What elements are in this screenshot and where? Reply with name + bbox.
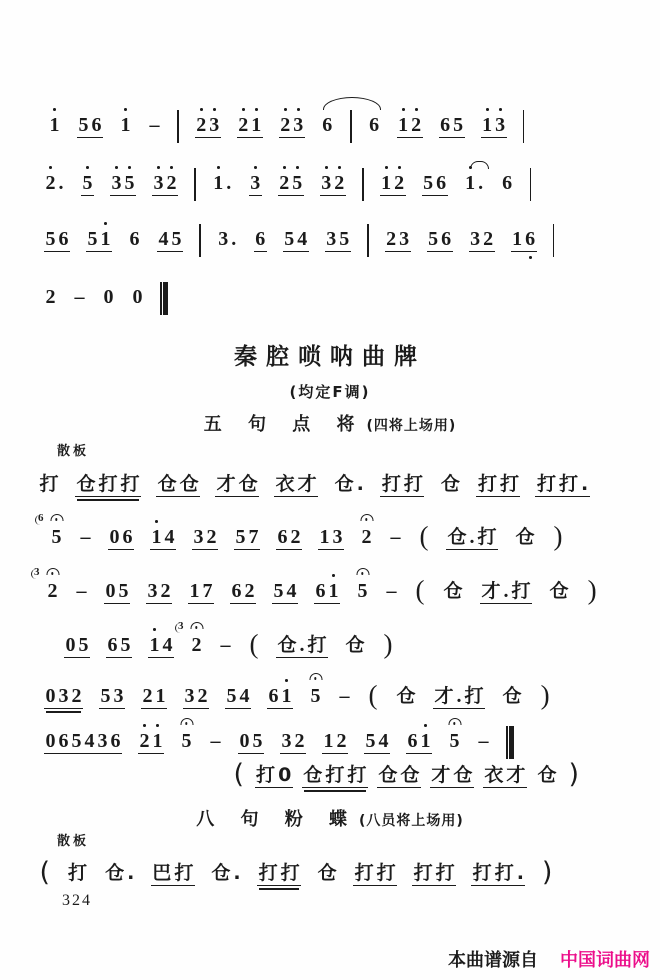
note-group: 2 1 — [142, 685, 166, 707]
note-group: 仓 — [396, 685, 416, 707]
section-title-1 — [0, 410, 660, 436]
note-group: 打 打 . — [536, 473, 589, 495]
note-group: ) — [568, 759, 579, 790]
section-title-2 — [0, 805, 660, 831]
melody-line-9 — [44, 716, 514, 754]
note-group: 打 打 — [413, 862, 455, 884]
note-group: – — [220, 634, 231, 656]
note-group: 仓 仓 — [378, 764, 420, 786]
note-group: 2 3 — [279, 115, 305, 138]
note-group: ( — [368, 680, 378, 710]
note-group: 仓 . 打 — [447, 526, 497, 548]
note-group: 2 3 — [195, 115, 221, 138]
barline — [177, 110, 179, 143]
note-group: 6 1 — [314, 581, 340, 604]
note-group: – — [74, 286, 85, 308]
section-2-note: (八员将上场用) — [359, 813, 464, 829]
note-group: ) — [587, 575, 597, 605]
note-group: 仓 . — [334, 473, 364, 495]
source-prefix: 本曲谱源自 — [448, 950, 538, 971]
note-group: 5 4 — [365, 730, 389, 752]
note-group: 2 5 — [278, 173, 304, 196]
note-group: 仓 — [440, 473, 460, 495]
note-group: 0 6 — [109, 526, 133, 548]
fermata-mark — [190, 622, 203, 629]
melody-line-2 — [44, 158, 531, 196]
percussion-line-3 — [38, 848, 554, 886]
note-group: 打 — [68, 862, 88, 884]
note-group: 5 — [81, 173, 94, 196]
note-group: 3 2 — [147, 580, 171, 602]
note-group: 5 6 — [423, 172, 447, 194]
note-group: 0 6 5 4 3 6 — [45, 730, 121, 752]
note-group: 才 . 打 — [481, 580, 531, 602]
note-group: 才 仓 — [216, 473, 258, 495]
note-group: 2 3 — [178, 620, 202, 656]
note-group: 打 打 — [477, 473, 519, 495]
note-group: 仓 — [549, 580, 569, 602]
note-group: 打 打 — [354, 862, 396, 884]
barline — [523, 110, 525, 143]
note-group: 5 7 — [235, 526, 259, 548]
note-group: – — [210, 730, 221, 752]
note-group: 2 3 — [386, 228, 410, 250]
note-group: ) — [540, 680, 550, 710]
note-group: ( — [419, 521, 429, 551]
note-group: 6 — [322, 114, 333, 136]
grace-note: 6 — [38, 512, 44, 524]
section-2-name: 八 句 粉 蝶 — [196, 809, 357, 830]
note-group: 仓 仓 — [157, 473, 199, 495]
note-group: 3 2 — [281, 730, 305, 752]
source-watermark — [448, 946, 650, 972]
note-group: 打 打 . — [472, 862, 524, 884]
note-group: ) — [553, 521, 563, 551]
percussion-line-1 — [38, 459, 590, 497]
grace-note: 3 — [34, 566, 40, 578]
note-group: 仓 — [502, 685, 522, 707]
note-group: 6 5 — [440, 114, 464, 136]
note-group: 打 打 — [381, 473, 423, 495]
note-group: 6 2 — [277, 526, 301, 548]
percussion-line-2 — [232, 750, 581, 788]
note-group: 1 . — [464, 173, 485, 196]
note-group: – — [478, 730, 489, 752]
note-group: 仓 打 打 — [76, 473, 140, 495]
barline — [194, 168, 196, 201]
section-1-name: 五 句 点 将 — [203, 414, 365, 435]
note-group: 1 2 — [397, 115, 423, 138]
note-group: 仓 — [317, 862, 337, 884]
note-group: – — [149, 114, 160, 136]
note-group: 5 4 — [226, 685, 250, 707]
note-group: 2 . — [44, 173, 65, 196]
note-group: 5 — [356, 581, 369, 604]
note-group: 3 2 — [320, 173, 346, 196]
note-group: 仓 . — [105, 862, 135, 884]
note-group: 3 2 — [184, 685, 208, 707]
note-group: 5 6 — [45, 228, 69, 250]
note-group: – — [390, 526, 401, 548]
note-group: 1 — [119, 115, 132, 138]
note-group: 5 4 — [273, 580, 297, 602]
melody-line-1 — [48, 100, 524, 138]
note-group: 1 2 — [380, 173, 406, 196]
note-group: 1 . — [212, 173, 233, 196]
note-group: 0 5 — [65, 634, 89, 656]
note-group: ) — [541, 857, 553, 888]
fermata-mark — [50, 514, 63, 521]
tie-arc — [323, 97, 381, 110]
melody-line-6 — [34, 566, 598, 605]
note-group: 6 — [129, 228, 140, 250]
note-group: 5 3 — [100, 685, 124, 707]
final-barline — [160, 282, 168, 315]
note-group: 6 — [255, 228, 266, 250]
note-group: 3 2 — [470, 228, 494, 250]
note-group: 仓 . — [211, 862, 241, 884]
note-group: 仓 — [345, 634, 365, 656]
note-group: 1 — [48, 115, 61, 138]
note-group: 5 6 — [428, 228, 452, 250]
note-group: 仓 — [443, 580, 463, 602]
note-group: 1 3 — [481, 115, 507, 138]
note-group: 打 0 — [256, 764, 292, 786]
melody-line-7 — [64, 620, 394, 658]
note-group: ) — [383, 629, 393, 659]
note-group: 6 5 — [107, 634, 131, 656]
note-group: 1 2 — [323, 730, 347, 752]
melody-line-5 — [38, 512, 564, 551]
note-group: 5 1 — [86, 229, 112, 252]
note-group: – — [80, 526, 91, 548]
barline — [350, 110, 352, 143]
note-group: 5 — [180, 731, 193, 754]
note-group: 0 — [132, 286, 143, 308]
note-group: 才 . 打 — [434, 685, 484, 707]
note-group: 0 5 — [239, 730, 263, 752]
note-group: 3 5 — [326, 228, 350, 250]
key-subtitle: (均定F调) — [289, 383, 371, 401]
note-group: 3 2 — [193, 526, 217, 548]
note-group: 6 — [369, 114, 380, 136]
melody-line-8 — [44, 671, 551, 709]
barline — [199, 224, 201, 257]
note-group: ( — [233, 759, 245, 790]
note-group: 2 1 — [138, 731, 164, 754]
note-group: 2 — [45, 286, 56, 308]
note-group: 2 3 — [34, 566, 58, 602]
note-group: 6 1 — [267, 686, 293, 709]
melody-line-3 — [44, 214, 554, 252]
note-group: 5 — [309, 686, 322, 709]
page-number: 324 — [62, 892, 92, 909]
source-site-name: 中国词曲网 — [560, 950, 650, 971]
note-group: 2 — [360, 527, 373, 550]
piece-title: 秦腔唢呐曲牌 — [234, 344, 426, 370]
note-group: 3 . — [218, 228, 237, 250]
note-group: 仓 打 打 — [303, 764, 367, 786]
fermata-mark — [46, 568, 59, 575]
note-group: 1 3 — [319, 526, 343, 548]
note-group: 5 6 — [78, 114, 102, 136]
note-group: 仓 — [537, 764, 557, 786]
note-group: 5 4 — [284, 228, 308, 250]
note-group: 巴 打 — [152, 862, 194, 884]
barline — [367, 224, 369, 257]
slur-arc — [470, 161, 489, 169]
note-group: 0 — [103, 286, 114, 308]
grace-note: 3 — [178, 620, 184, 632]
note-group: 4 5 — [158, 228, 182, 250]
melody-line-4 — [44, 272, 168, 310]
barline — [553, 224, 555, 257]
fermata-mark — [360, 514, 373, 521]
note-group: 3 2 — [152, 173, 178, 196]
note-group: 1 6 — [511, 229, 537, 252]
note-group: ( — [39, 857, 51, 888]
note-group: 2 1 — [237, 115, 263, 138]
section-1-note: (四将上场用) — [366, 418, 457, 434]
tempo-mark-2: 散板 — [57, 834, 90, 849]
note-group: – — [339, 685, 350, 707]
note-group: 3 — [249, 173, 262, 196]
note-group: ( — [415, 575, 425, 605]
note-group: – — [386, 580, 397, 602]
note-group: 6 — [502, 172, 513, 194]
tempo-mark-1: 散板 — [57, 444, 90, 459]
note-group: 0 5 — [105, 580, 129, 602]
note-group: 0 3 2 — [45, 685, 82, 707]
note-group: 1 4 — [148, 635, 174, 658]
note-group: 1 4 — [150, 527, 176, 550]
note-group: 仓 — [515, 526, 535, 548]
note-group: – — [76, 580, 87, 602]
note-group: 6 2 — [231, 580, 255, 602]
fermata-mark — [448, 718, 461, 725]
note-group: 6 1 — [406, 731, 432, 754]
barline — [362, 168, 364, 201]
fermata-mark — [180, 718, 193, 725]
note-group: 5 — [448, 731, 461, 754]
note-group: 1 7 — [189, 580, 213, 602]
note-group: 3 5 — [110, 173, 136, 196]
note-group: 打 打 — [258, 862, 300, 884]
barline — [530, 168, 532, 201]
note-group: 仓 . 打 — [277, 634, 327, 656]
note-group: ( — [249, 629, 259, 659]
note-group: 5 6 — [38, 512, 62, 548]
fermata-mark — [309, 673, 322, 680]
note-group: 才 仓 — [431, 764, 473, 786]
note-group: 衣 才 — [484, 764, 526, 786]
note-group: 衣 才 — [275, 473, 317, 495]
note-group: 打 — [39, 473, 59, 495]
fermata-mark — [356, 568, 369, 575]
